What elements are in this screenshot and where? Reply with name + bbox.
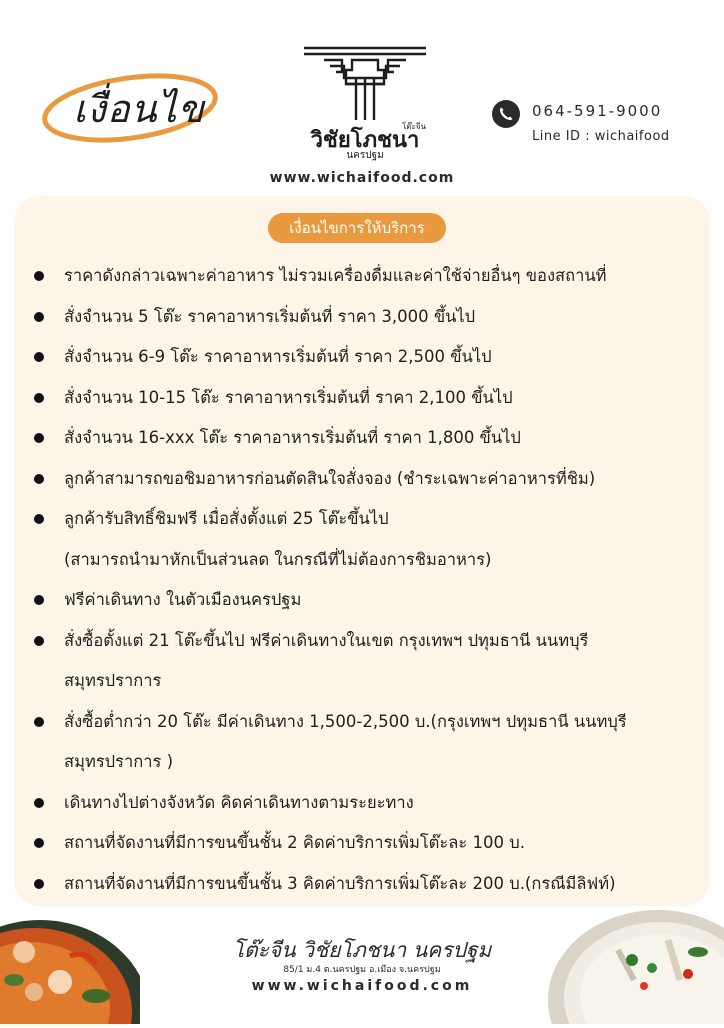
logo — [290, 42, 440, 162]
list-item: สั่งซื้อตั้งแต่ 21 โต๊ะขึ้นไป ฟรีค่าเดินทางในเขต กรุงเทพฯ ปทุมธานี นนทบุรี สมุทรปราการ — [34, 621, 694, 702]
page-title: เงื่อนไข — [73, 87, 205, 131]
logo-emblem-icon — [290, 42, 440, 122]
list-item: ราคาดังกล่าวเฉพาะค่าอาหาร ไม่รวมเครื่องดื่มและค่าใช้จ่ายอื่นๆ ของสถานที่ — [34, 256, 694, 297]
list-item: สั่งจำนวน 16-xxx โต๊ะ ราคาอาหารเริ่มต้นที่ ราคา 1,800 ขึ้นไป — [34, 418, 694, 459]
title-badge — [32, 64, 224, 148]
list-item: ลูกค้ารับสิทธิ์ชิมฟรี เมื่อสั่งตั้งแต่ 25 โต๊ะขึ้นไป (สามารถนำมาหักเป็นส่วนลด ในกรณีที่ไม่ต้องการชิมอาหาร) — [34, 499, 694, 580]
bullet-icon — [34, 433, 44, 443]
bullet-icon — [34, 514, 44, 524]
bullet-icon — [34, 352, 44, 362]
bullet-icon — [34, 271, 44, 281]
logo-superscript: โต๊ะจีน — [402, 122, 426, 131]
bullet-icon — [34, 474, 44, 484]
website-link[interactable]: www.wichaifood.com — [269, 170, 455, 186]
conditions-list — [34, 256, 694, 904]
list-item: ฟรีค่าเดินทาง ในตัวเมืองนครปฐม — [34, 580, 694, 621]
list-item: เดินทางไปต่างจังหวัด คิดค่าเดินทางตามระยะทาง — [34, 783, 694, 824]
list-item: สั่งจำนวน 10-15 โต๊ะ ราคาอาหารเริ่มต้นที่ ราคา 2,100 ขึ้นไป — [34, 378, 694, 419]
contact-info — [492, 98, 702, 148]
tom-yum-bowl-image — [0, 896, 140, 1024]
list-item: สถานที่จัดงานที่มีการขนขึ้นชั้น 3 คิดค่าบริการเพิ่มโต๊ะละ 200 บ.(กรณีมีลิฟท์) — [34, 864, 694, 905]
list-item: สั่งจำนวน 6-9 โต๊ะ ราคาอาหารเริ่มต้นที่ ราคา 2,500 ขึ้นไป — [34, 337, 694, 378]
bullet-icon — [34, 879, 44, 889]
bullet-icon — [34, 595, 44, 605]
tom-kha-bowl-image — [548, 900, 724, 1024]
list-item: สั่งซื้อต่ำกว่า 20 โต๊ะ มีค่าเดินทาง 1,500-2,500 บ.(กรุงเทพฯ ปทุมธานี นนทบุรี สมุทรปราการ ) — [34, 702, 694, 783]
line-id: Line ID : wichaifood — [532, 129, 670, 144]
bullet-icon — [34, 312, 44, 322]
bullet-icon — [34, 636, 44, 646]
phone-icon — [492, 100, 520, 128]
list-item: สถานที่จัดงานที่มีการขนขึ้นชั้น 2 คิดค่าบริการเพิ่มโต๊ะละ 100 บ. — [34, 823, 694, 864]
logo-location: นครปฐม — [346, 150, 384, 161]
phone-number[interactable]: 064-591-9000 — [532, 102, 663, 120]
bullet-icon — [34, 393, 44, 403]
list-item: ลูกค้าสามารถขอชิมอาหารก่อนตัดสินใจสั่งจอง (ชำระเฉพาะค่าอาหารที่ชิม) — [34, 459, 694, 500]
section-title: เงื่อนไขการให้บริการ — [268, 213, 446, 243]
bullet-icon — [34, 717, 44, 727]
list-item: สั่งจำนวน 5 โต๊ะ ราคาอาหารเริ่มต้นที่ ราคา 3,000 ขึ้นไป — [34, 297, 694, 338]
bullet-icon — [34, 798, 44, 808]
footer-address: 85/1 ม.4 ต.นครปฐม อ.เมือง จ.นครปฐม — [283, 965, 441, 975]
bullet-icon — [34, 838, 44, 848]
footer-brand: โต๊ะจีน วิชัยโภชนา นครปฐม — [232, 938, 492, 962]
footer-website-link[interactable]: www.wichaifood.com — [251, 978, 473, 994]
logo-name: วิชัยโภชนา — [310, 128, 420, 153]
